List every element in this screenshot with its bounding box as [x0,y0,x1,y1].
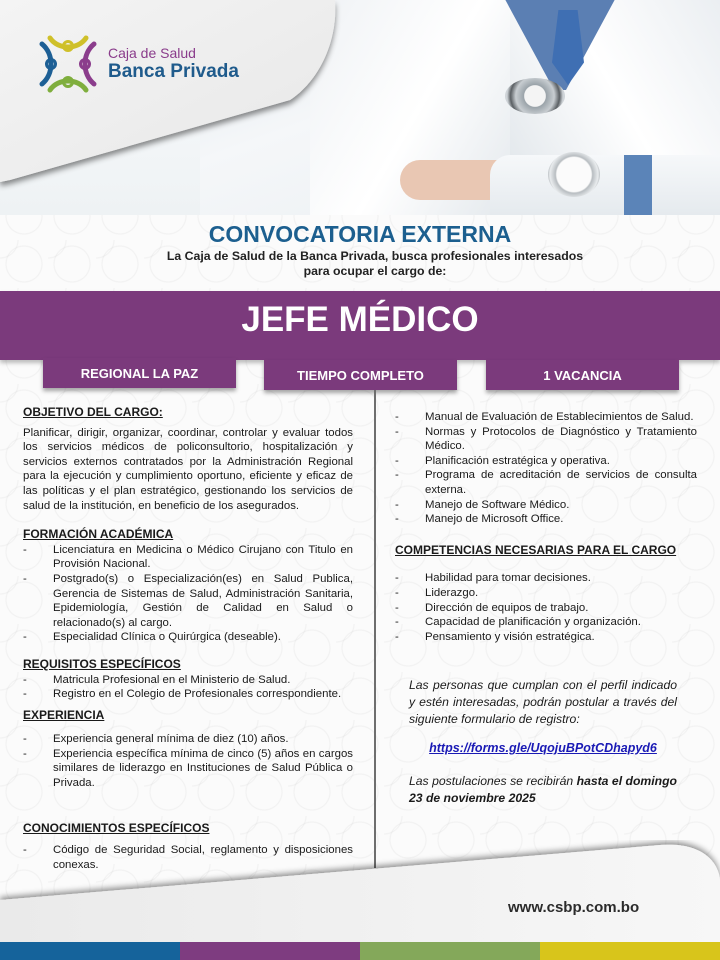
subtitle-line1: La Caja de Salud de la Banca Privada, busca profesionales interesados [166,249,584,263]
deadline-date: hasta el domingo 23 de noviembre 2025 [409,774,677,805]
education-heading: FORMACIÓN ACADÉMICA [23,527,174,542]
logo [36,32,239,96]
bar-yellow [540,942,720,960]
list-item: - Habilidad para tomar decisiones. [395,571,697,586]
list-item: - Experiencia específica mínima de cinco (5) años en cargos similares de liderazgo en Instituciones de Salud Pública o Privada. [23,747,353,791]
subtitle-line2: para ocupar el cargo de: [303,264,447,278]
apply-instructions: Las personas que cumplan con el perfil indicado y estén interesadas, podrán postular a través del siguiente formulario de registro: [409,678,677,726]
tag-vacancies: 1 VACANCIA [486,360,679,390]
column-divider [374,390,376,868]
experience-heading: EXPERIENCIA [23,707,105,722]
experience-list [23,732,353,790]
logo-icon [36,32,100,96]
list-item: - Licenciatura en Medicina o Médico Cirujano con Titulo en Provisión Nacional. [23,543,353,572]
list-item: - Normas y Protocolos de Diagnóstico y Tratamiento Médico. [395,425,697,454]
knowledge-list-continued [395,410,697,527]
page-subtitle [0,249,720,279]
competencies-heading: COMPETENCIAS NECESARIAS PARA EL CARGO [395,542,677,557]
list-item: - Programa de acreditación de servicios de consulta externa. [395,468,697,497]
tag-location: REGIONAL LA PAZ [43,358,236,388]
list-item: - Pensamiento y visión estratégica. [395,630,697,645]
list-item: - Especialidad Clínica o Quirúrgica (deseable). [23,630,353,645]
knowledge-heading: CONOCIMIENTOS ESPECÍFICOS [23,820,210,835]
list-item: - Postgrado(s) o Especialización(es) en Salud Publica, Gerencia de Sistemas de Salud, Administración Sanitaria, Epidemiología, Gestión de Calidad en Salud o relacionado(s) al cargo. [23,572,353,630]
registration-form-link[interactable]: https://forms.gle/UqojuBPotCDhapyd6 [429,741,657,755]
left-column [23,405,353,872]
list-item: - Manejo de Microsoft Office. [395,512,697,527]
objective-text: Planificar, dirigir, organizar, coordinar, controlar y evaluar todos los servicios médicos de policonsultorio, hospitalización y servicios externos contratados por la Administración Regional para la ejecución y cumplimiento oportuno, eficiente y eficaz de las políticas y el plan estratégico, gestionando los servicios de salud de la institución, en beneficio de los asegurados. [23,426,353,512]
list-item: - Liderazgo. [395,586,697,601]
page-title: CONVOCATORIA EXTERNA [208,221,512,247]
list-item: - Código de Seguridad Social, reglamento y disposiciones conexas. [23,843,353,872]
requirements-heading: REQUISITOS ESPECÍFICOS [23,656,181,671]
education-list [23,543,353,645]
job-title: JEFE MÉDICO [241,300,479,339]
bar-blue [0,942,180,960]
objective-heading: OBJETIVO DEL CARGO: [23,405,163,419]
list-item: - Planificación estratégica y operativa. [395,454,697,469]
right-column [395,410,697,644]
list-item: - Matricula Profesional en el Ministerio de Salud. [23,673,353,688]
bar-green [360,942,540,960]
list-item: - Experiencia general mínima de diez (10) años. [23,732,353,747]
bar-purple [180,942,360,960]
deadline-prefix: Las postulaciones se recibirán [409,774,577,788]
list-item: - Registro en el Colegio de Profesionales correspondiente. [23,687,353,702]
requirements-list [23,673,353,702]
logo-line1: Caja de Salud [108,45,196,61]
competencies-list [395,571,697,644]
footer-color-bars [0,942,720,960]
footer-swoosh [0,840,720,942]
header-banner [0,0,720,215]
logo-line2: Banca Privada [108,61,239,82]
deadline-text [409,773,677,807]
website-link[interactable]: www.csbp.com.bo [508,899,640,916]
tag-schedule: TIEMPO COMPLETO [264,360,457,390]
list-item: - Manejo de Software Médico. [395,498,697,513]
list-item: - Manual de Evaluación de Establecimientos de Salud. [395,410,697,425]
list-item: - Dirección de equipos de trabajo. [395,601,697,616]
list-item: - Capacidad de planificación y organización. [395,615,697,630]
